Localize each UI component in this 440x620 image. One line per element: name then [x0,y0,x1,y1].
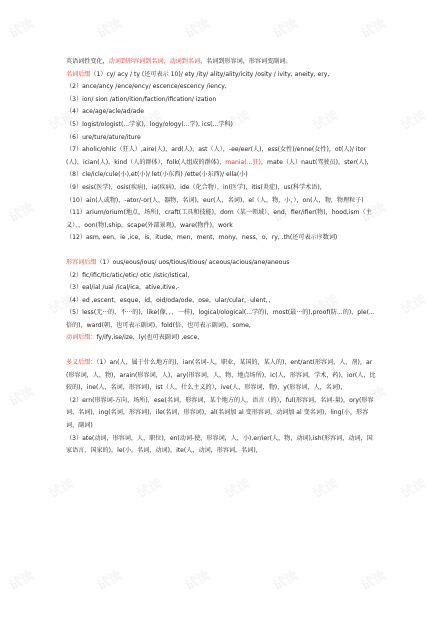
adj-suffix-line-2: （2）fic/ific/tic/atic/etic/ otic /istic/istical， [66,271,194,279]
watermark-text [133,473,165,502]
noun-suffix-line-5: （5）logist/ologist(...学家)，logy/ology(...学), ics(...学科) [66,120,233,128]
adj-suffix-line-1 [66,257,376,270]
watermark-text [309,473,341,502]
watermark-text [93,13,125,42]
section-gap [66,245,376,257]
watermark-text [357,13,389,42]
multi-suffix-text: ：（1）an(人，属于什么地方的)，ian(名词-人，职业，某国的，某人的)，ent/ant(形容词，人，剂)，ar(形容词，人，物)，arain(形容词，人)，ary(形容词，人，物，地点场所)，ic(人，形容词，学术，药)，ior(人，比较的)，ine(人，名词，形容词)，ist（人，什么主义的），ive(人，形容词，物)，y(形容词，人，名词)， [66,359,376,392]
adj-suffix-text: （1）ous/eous/ious/ uos/tious/itious/ aceous/acious/ane/aneous [96,258,290,266]
watermark-text [397,289,429,318]
verb-suffix-text: ：fy/ify,ise/ize，ly(也可表副词) ,esce， [90,334,204,342]
verb-suffix-line [66,332,376,345]
noun-suffix-text: （7）aholic/ohlic（狂人）,aire(人)，ard(人)，ast（人），-ee/eer(人)，ess(女性)/enne(女性)，ot(人)/ itor(人)，ician(人)，kind（人的群体），folk(人组成的群体)， [66,146,367,166]
watermark-text [181,565,213,594]
multi-suffix-heading: 多义后缀 [66,359,91,367]
multi-suffix-line-3: （3）ate(动词，形容词，人，职位)，en(动词-使，形容词，人，小),er/ier(人，物，动词),ish(形容词，动词，国家语言，国家的)，le(小，名词，动词)，ite(人，动词，形容词，名词)， [66,434,373,455]
noun-suffix-line-8: （8）cle/icle/cule(小),et(小)/ let(小东西) /ette(小东西)/ ella(小) [66,171,248,179]
noun-suffix-line-7 [66,144,376,169]
noun-suffix-line-11: （11）arium/orium(地点，场所)，craft(工具和技能)，dom（某一领域），end，fier/ifier(物)，hood,ism（主义），，oon(物),ship，scape(外部景观)，ware(物件)，work [66,209,372,229]
multi-suffix-line-1 [66,357,376,395]
watermark-text [45,473,77,502]
noun-suffix-line-1 [66,69,376,82]
noun-suffix-line-10: （10）ain(人或物)，-ator/-or(人，器物，名词)，eur(人，名词)，el（人，物，小，），on(人，物，物理粒子) [66,196,364,204]
verb-suffix-heading: 动词后缀 [66,334,91,342]
intro-text-end: ，名词到形容词，形容词变副词。 [200,58,292,65]
adj-suffix-heading: 形容词后缀 [66,258,97,266]
watermark-text [357,565,389,594]
watermark-text [93,565,125,594]
watermark-text [221,473,253,502]
watermark-text [5,13,37,42]
noun-suffix-line-3: （3）ion/ sion /ation/ition/faction/ification/ ization [66,95,217,103]
watermark-text [269,565,301,594]
watermark-text [5,565,37,594]
multi-suffix-line-2: （2）ern(形容词-方向，场所)，ese(名词，形容词，某个地方的人，语言（的），ful(形容词，名词-量)，ory(形容词，名词)，ing(名词，形容词)，ile(名词，形容词)，al(名词加 al 变形容词，动词加 al 变名词)，ling(小，形容词，副词) [66,396,374,430]
watermark-text [397,473,429,502]
adj-suffix-line-4: （4）ed ,escent，esque，id，oid/oda/ode，ose，ular/cular，ulent，， [66,296,275,304]
adj-suffix-line-5: （5）less(无···的，不···的)，like(像，，，一样)，logical/ological(...学的)，most(最···的),proof(防...的)，ple(...倍的)，ward(朝，也可表示副词)，fold(倍，也可表示副词)，some, [66,309,375,329]
watermark-text [5,381,37,410]
noun-suffix-line-12: （12）asm, een，ie ,ice，is，itude，men，ment，mony，ness，o，ry, .th(还可表示序数词) [66,234,338,242]
noun-suffix-line-9: （9）esis(医学)，osis(疾病)，ia(疾病)，ide（化合物），in(医学)，itis(炎症)，us(科学术语)， [66,183,326,191]
intro-highlight: 动词到形容词到名词，动词到名词 [108,58,201,65]
adj-suffix-line-3: （3）eal/ial /ual /ical/ica，ative,itive,- [66,284,180,292]
noun-suffix-highlight: mania(...狂) [225,158,261,166]
noun-suffix-heading: 名词后缀 [66,70,91,78]
intro-text: 英语词性变化， [66,58,109,65]
watermark-text [397,105,429,134]
noun-suffix-line-6: （6）ure/ture/ature/iture [66,133,141,141]
watermark-text [269,13,301,42]
document-body [66,56,376,458]
watermark-text [181,13,213,42]
noun-suffix-line-2: （2）ance/ancy /ence/ency/ escence/escency /iency, [66,83,227,91]
intro-paragraph [66,56,376,69]
noun-suffix-text: （1）cy/ acy / ty (还可表示 10)/ ety /ity/ ality/ality/icity /osity / ivity, aneity, ery, [90,70,330,78]
section-gap [66,345,376,357]
noun-suffix-text-end: ，mate（人）naut(驾驶员)，ster(人), [260,158,369,166]
noun-suffix-line-4: （4）ace/age/acle/ad/ade [66,108,144,116]
watermark-text [5,197,37,226]
